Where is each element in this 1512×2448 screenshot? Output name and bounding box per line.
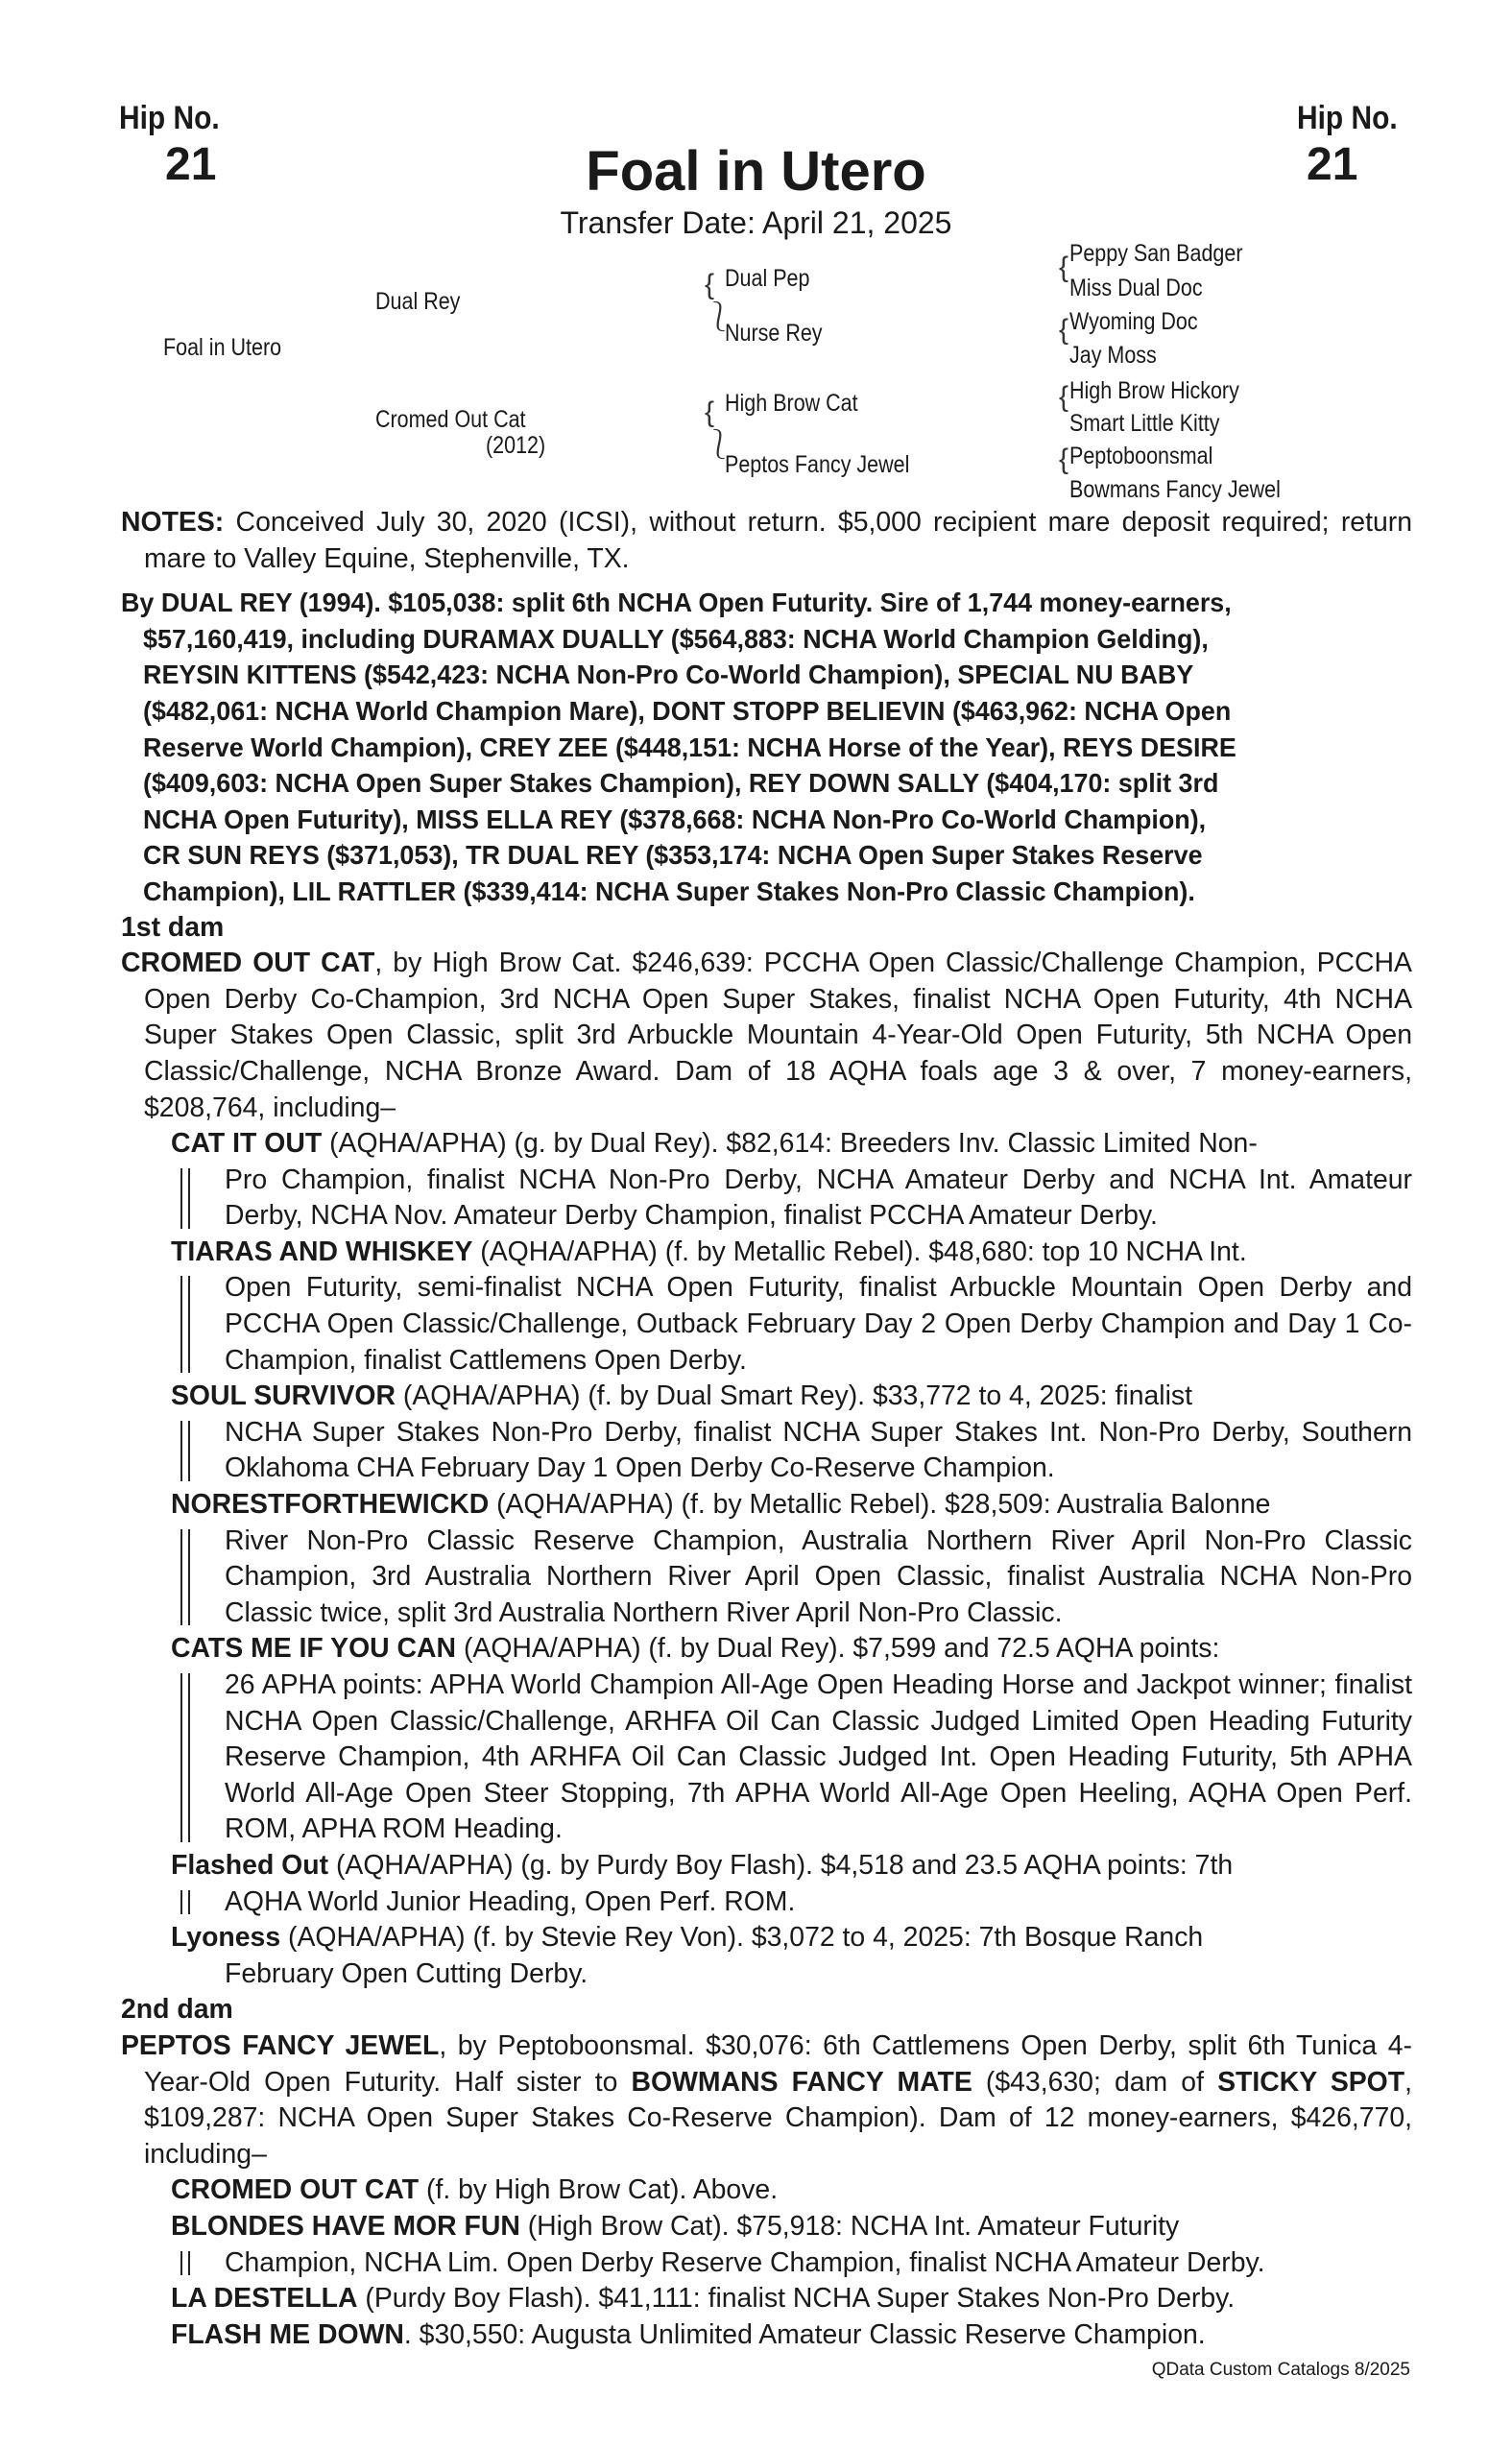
brace-icon: {: [705, 396, 715, 428]
pedigree-dam: Cromed Out Cat: [375, 406, 526, 433]
brace-tail-icon: ⎱: [705, 301, 733, 333]
pedigree-gen3: Miss Dual Doc: [1069, 275, 1203, 301]
produce-record-text: Champion, NCHA Lim. Open Derby Reserve Champion, finalist NCHA Amateur Derby.: [225, 2246, 1265, 2278]
produce-name: TIARAS AND WHISKEY: [171, 1236, 473, 1267]
produce-record: [171, 1668, 1412, 1848]
produce-summary: (Purdy Boy Flash). $41,111: finalist NCHA Super Stakes Non-Pro Derby.: [357, 2283, 1236, 2315]
double-bar-marker: [180, 1673, 190, 1842]
notes-label: NOTES:: [121, 507, 225, 538]
double-bar-marker: [180, 1890, 190, 1915]
produce-name: CAT IT OUT: [171, 1128, 323, 1160]
produce-name: SOUL SURVIVOR: [171, 1380, 396, 1412]
produce-summary: (AQHA/APHA) (g. by Purdy Boy Flash). $4,518 and 23.5 AQHA points: 7th: [328, 1849, 1234, 1881]
produce-record: [171, 1270, 1412, 1379]
produce-head: [171, 1848, 1412, 1884]
produce-name: FLASH ME DOWN: [171, 2318, 404, 2350]
produce-head: [171, 2317, 1412, 2354]
sire-line: Reserve World Champion), CREY ZEE ($448,151: NCHA Horse of the Year), REYS DESIRE: [143, 732, 1236, 762]
produce-record: [171, 1884, 1412, 1921]
second-dam-text: , by Peptoboonsmal. $30,076: 6th Cattlemens Open Derby, split 6th Tunica 4-Year-Old Open Futurity. Half sister to: [144, 2029, 1412, 2098]
produce-record-text: 26 APHA points: APHA World Champion All-Age Open Heading Horse and Jackpot winner; finalist NCHA Open Classic/Challenge, ARHFA Oil Can Classic Judged Limited Open Heading Futurity Reserve Champion, 4th ARHFA Oil Can Classic Judged Int. Open Heading Futurity, 5th APHA World All-Age Open Steer Stopping, 7th APHA World All-Age Open Heeling, AQHA Open Perf. ROM, APHA ROM Heading.: [225, 1669, 1412, 1845]
produce-summary: (AQHA/APHA) (f. by Metallic Rebel). $48,680: top 10 NCHA Int.: [472, 1236, 1247, 1267]
second-dam-text: ($43,630; dam of: [972, 2066, 1218, 2098]
pedigree-dam-dam: Peptos Fancy Jewel: [725, 451, 910, 478]
produce-entry: [121, 1379, 1412, 1487]
produce-record: [171, 2245, 1412, 2282]
produce-record-text: AQHA World Junior Heading, Open Perf. ROM.: [225, 1885, 796, 1917]
produce-record: [171, 1415, 1412, 1487]
second-dam-text: , $109,287: NCHA Open Super Stakes Co-Reserve Champion). Dam of 12 money-earners, $426,770, including–: [144, 2066, 1413, 2170]
produce-head: [171, 1487, 1412, 1524]
sire-line: By DUAL REY (1994). $105,038: split 6th NCHA Open Futurity. Sire of 1,744 money-earners,: [121, 588, 1232, 618]
pedigree-sire-dam: Nurse Rey: [725, 320, 823, 347]
sire-line: CR SUN REYS ($371,053), TR DUAL REY ($353,174: NCHA Open Super Stakes Reserve: [143, 840, 1203, 871]
pedigree-sire: Dual Rey: [375, 288, 461, 315]
produce-record-text: February Open Cutting Derby.: [225, 1957, 588, 1989]
half-sibling-name: BOWMANS FANCY MATE: [631, 2066, 972, 2098]
brace-icon: {: [1059, 314, 1069, 346]
double-bar-marker: [180, 1276, 190, 1373]
produce-record-text: River Non-Pro Classic Reserve Champion, Australia Northern River April Non-Pro Classic Champion, 3rd Australia Northern River April Open Classic, finalist Australia NCHA Non-Pro Classic twice, split 3rd Australia Northern River April Non-Pro Classic.: [225, 1524, 1412, 1628]
pedigree-gen3: Peptoboonsmal: [1069, 443, 1213, 469]
footer-credit: QData Custom Catalogs 8/2025: [1151, 2360, 1410, 2380]
produce-summary: . $30,550: Augusta Unlimited Amateur Classic Reserve Champion.: [403, 2318, 1206, 2350]
pedigree-gen3: Wyoming Doc: [1069, 308, 1198, 335]
catalog-body: [121, 505, 1412, 2353]
produce-entry: [121, 1848, 1412, 1920]
hip-label-right: Hip No.: [1297, 100, 1398, 136]
produce-head: [171, 1235, 1412, 1271]
notes: [121, 505, 1412, 577]
sire-line: $57,160,419, including DURAMAX DUALLY ($564,883: NCHA World Champion Gelding),: [143, 623, 1209, 654]
hip-number-right: 21: [1307, 139, 1358, 190]
hip-number-left: 21: [165, 139, 217, 190]
double-bar-marker: [180, 1421, 190, 1481]
double-bar-marker: [180, 1529, 190, 1626]
produce-name: LA DESTELLA: [171, 2283, 358, 2315]
produce-record-text: Open Futurity, semi-finalist NCHA Open Futurity, finalist Arbuckle Mountain Open Derby and PCCHA Open Classic/Challenge, Outback February Day 2 Open Derby Champion and Day 1 Co-Champion, finalist Cattlemens Open Derby.: [225, 1272, 1412, 1376]
first-dam-heading: 1st dam: [121, 911, 225, 943]
double-bar-marker: [180, 2251, 190, 2276]
pedigree-sire-sire: Dual Pep: [725, 265, 810, 292]
sire-line: ($409,603: NCHA Open Super Stakes Champion), REY DOWN SALLY ($404,170: split 3rd: [143, 768, 1219, 799]
produce-summary: (High Brow Cat). $75,918: NCHA Int. Amateur Futurity: [519, 2210, 1180, 2242]
pedigree-subject: Foal in Utero: [163, 334, 282, 361]
produce-entry: [121, 1631, 1412, 1848]
produce-name: BLONDES HAVE MOR FUN: [171, 2210, 520, 2242]
produce-entry: [121, 2172, 1412, 2209]
produce-summary: (f. by High Brow Cat). Above.: [419, 2174, 779, 2206]
produce-summary: (AQHA/APHA) (f. by Stevie Rey Von). $3,072 to 4, 2025: 7th Bosque Ranch: [280, 1922, 1204, 1954]
produce-summary: (AQHA/APHA) (g. by Dual Rey). $82,614: Breeders Inv. Classic Limited Non-: [322, 1128, 1258, 1160]
notes-text: Conceived July 30, 2020 (ICSI), without return. $5,000 recipient mare deposit required; return mare to Valley Equine, Stephenville, TX.: [144, 507, 1412, 574]
produce-record-text: Pro Champion, finalist NCHA Non-Pro Derby, NCHA Amateur Derby and NCHA Int. Amateur Derby, NCHA Nov. Amateur Derby Champion, finalist PCCHA Amateur Derby.: [225, 1164, 1412, 1232]
pedigree-dam-sire: High Brow Cat: [725, 390, 858, 417]
produce-name: NORESTFORTHEWICKD: [171, 1489, 490, 1521]
produce-entry: [121, 2317, 1412, 2354]
second-dam-produce: [121, 2172, 1412, 2353]
brace-tail-icon: ⎱: [705, 429, 733, 461]
produce-entry: [121, 2281, 1412, 2317]
brace-icon: {: [1059, 252, 1069, 283]
pedigree-gen3: High Brow Hickory: [1069, 377, 1239, 404]
produce-entry: [121, 1126, 1412, 1235]
produce-head: [171, 1920, 1412, 1956]
sire-line: REYSIN KITTENS ($542,423: NCHA Non-Pro Co-World Champion), SPECIAL NU BABY: [143, 660, 1194, 690]
brace-icon: {: [1059, 444, 1069, 475]
produce-entry: [121, 1920, 1412, 1992]
sire-line: Champion), LIL RATTLER ($339,414: NCHA Super Stakes Non-Pro Classic Champion).: [143, 876, 1195, 906]
produce-record: [171, 1163, 1412, 1235]
produce-name: CROMED OUT CAT: [171, 2174, 420, 2206]
produce-head: [171, 1126, 1412, 1163]
transfer-date: Transfer Date: April 21, 2025: [560, 205, 952, 240]
produce-head: [171, 1631, 1412, 1668]
first-dam-description: [121, 946, 1412, 1126]
brace-icon: {: [705, 269, 715, 300]
produce-record-text: NCHA Super Stakes Non-Pro Derby, finalist NCHA Super Stakes Int. Non-Pro Derby, Southern Oklahoma CHA February Day 1 Open Derby Co-Reserve Champion.: [225, 1416, 1412, 1484]
hip-label-left: Hip No.: [119, 100, 220, 136]
produce-summary: (AQHA/APHA) (f. by Dual Rey). $7,599 and 72.5 AQHA points:: [456, 1633, 1220, 1665]
sire-line: ($482,061: NCHA World Champion Mare), DONT STOPP BELIEVIN ($463,962: NCHA Open: [143, 695, 1232, 726]
first-dam-produce: [121, 1126, 1412, 1992]
produce-record: [171, 1524, 1412, 1632]
first-dam-name: CROMED OUT CAT: [121, 948, 375, 979]
double-bar-marker: [180, 1168, 190, 1229]
produce-record: [171, 1956, 1412, 1993]
pedigree-gen3: Bowmans Fancy Jewel: [1069, 476, 1281, 503]
produce-summary: (AQHA/APHA) (f. by Metallic Rebel). $28,509: Australia Balonne: [489, 1489, 1271, 1521]
produce-entry: [121, 2209, 1412, 2281]
pedigree-dam-year: (2012): [486, 432, 546, 459]
produce-name: CATS ME IF YOU CAN: [171, 1633, 457, 1665]
produce-head: [171, 1379, 1412, 1415]
produce-head: [171, 2281, 1412, 2317]
second-dam-heading: 2nd dam: [121, 1994, 233, 2026]
first-dam-text: , by High Brow Cat. $246,639: PCCHA Open Classic/Challenge Champion, PCCHA Open Derby Co-Champion, 3rd NCHA Open Super Stakes, finalist NCHA Open Futurity, 4th NCHA Super Stakes Open Classic, split 3rd Arbuckle Mountain 4-Year-Old Open Futurity, 5th NCHA Open Classic/Challenge, NCHA Bronze Award. Dam of 18 AQHA foals age 3 & over, 7 money-earners, $208,764, including–: [144, 948, 1412, 1123]
sire-paragraph: [121, 585, 1412, 909]
produce-name: Flashed Out: [171, 1849, 329, 1881]
second-dam-name: PEPTOS FANCY JEWEL: [121, 2029, 440, 2061]
pedigree-gen3: Peppy San Badger: [1069, 240, 1243, 267]
produce-entry: [121, 1235, 1412, 1379]
page-title: Foal in Utero: [586, 140, 926, 203]
produce-summary: (AQHA/APHA) (f. by Dual Smart Rey). $33,772 to 4, 2025: finalist: [396, 1380, 1192, 1412]
second-dam-description: [121, 2028, 1412, 2172]
produce-name: Lyoness: [171, 1922, 281, 1954]
produce-name: STICKY SPOT: [1217, 2066, 1405, 2098]
sire-line: NCHA Open Futurity), MISS ELLA REY ($378,668: NCHA Non-Pro Co-World Champion),: [143, 804, 1207, 834]
pedigree-gen3: Jay Moss: [1069, 342, 1157, 369]
produce-head: [171, 2172, 1412, 2209]
produce-head: [171, 2209, 1412, 2245]
produce-entry: [121, 1487, 1412, 1631]
brace-icon: {: [1059, 381, 1069, 413]
pedigree-gen3: Smart Little Kitty: [1069, 410, 1220, 437]
